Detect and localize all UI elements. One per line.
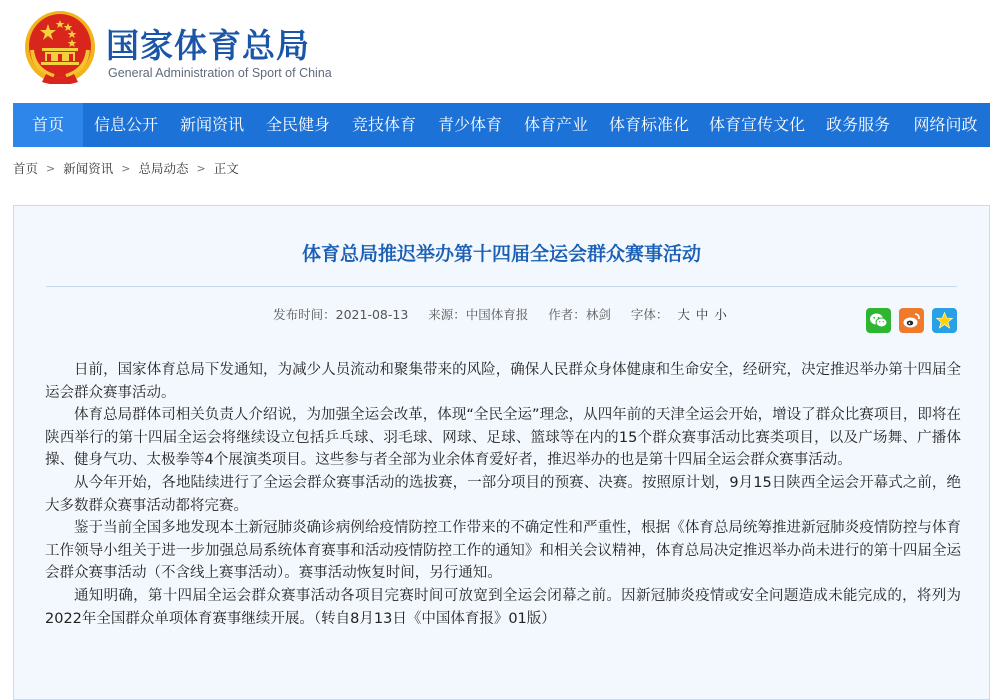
font-size-medium[interactable]: 中 <box>695 307 709 322</box>
font-size-small[interactable]: 小 <box>714 307 727 322</box>
main-nav <box>13 103 990 147</box>
article-body <box>45 359 961 630</box>
breadcrumb <box>13 158 239 178</box>
nav-item-youth-sports[interactable]: 青少体育 <box>437 115 502 134</box>
title-divider <box>46 286 957 287</box>
author-label: 作者： <box>548 307 586 322</box>
publish-time-label: 发布时间： <box>273 307 336 322</box>
article-paragraph: 日前，国家体育总局下发通知，为减少人员流动和聚集带来的风险，确保人民群众身体健康和生命安全，经研究，决定推迟举办第十四届全运会群众赛事活动。 <box>45 362 961 401</box>
nav-item-government-services[interactable]: 政务服务 <box>825 115 890 134</box>
article-title: 体育总局推迟举办第十四届全运会群众赛事活动 <box>301 243 701 265</box>
nav-item-national-fitness[interactable]: 全民健身 <box>265 115 330 134</box>
article-paragraph: 体育总局群体司相关负责人介绍说，为加强全运会改革，体现“全民全运”理念，从四年前的天津全运会开始，增设了群众比赛项目，即将在陕西举行的第十四届全运会将继续设立包括乒乓球、羽毛球、网球、足球、篮球等在内的15个群众赛事活动比赛类项目，以及广场舞、广播体操、健身气功、太极拳等4个展演类项目。这些参与者全部为业余体育爱好者，推迟举办的也是第十四届全运会群众赛事活动。 <box>45 407 961 469</box>
breadcrumb-current: 正文 <box>213 161 239 176</box>
font-size-label: 字体： <box>630 307 669 322</box>
font-size-large[interactable]: 大 <box>677 307 690 322</box>
article-paragraph: 通知明确，第十四届全运会群众赛事活动各项目完赛时间可放宽到全运会闭幕之前。因新冠肺炎疫情或安全问题造成未能完成的，将列为2022年全国群众单项体育赛事继续开展。（转自8月13日《中国体育报》01版） <box>45 587 961 627</box>
publish-date: 2021-08-13 <box>335 307 409 322</box>
site-title[interactable]: 国家体育总局 <box>106 26 310 65</box>
article-container <box>13 205 990 700</box>
nav-item-sports-industry[interactable]: 体育产业 <box>523 115 588 134</box>
breadcrumb-news[interactable]: 新闻资讯 <box>63 161 114 176</box>
article-paragraph: 鉴于当前全国多地发现本土新冠肺炎确诊病例给疫情防控工作带来的不确定性和严重性，根据《体育总局统筹推进新冠肺炎疫情防控与体育工作领导小组关于进一步加强总局系统体育赛事和活动疫情防控工作的通知》和相关会议精神，体育总局决定推迟举办尚未进行的第十四届全运会群众赛事活动（不含线上赛事活动）。赛事活动恢复时间，另行通知。 <box>45 520 961 582</box>
author-value: 林剑 <box>585 307 611 322</box>
weibo-icon[interactable] <box>899 308 924 333</box>
breadcrumb-separator: > <box>121 161 131 175</box>
breadcrumb-separator: > <box>46 161 56 175</box>
site-header <box>0 0 998 102</box>
nav-item-standardization[interactable]: 体育标准化 <box>608 115 689 134</box>
site-subtitle: General Administration of Sport of China <box>108 66 332 80</box>
nav-item-publicity-culture[interactable]: 体育宣传文化 <box>708 115 805 134</box>
article-paragraph: 从今年开始，各地陆续进行了全运会群众赛事活动的选拔赛，一部分项目的预赛、决赛。按照原计划，9月15日陕西全运会开幕式之前，绝大多数群众赛事活动都将完赛。 <box>45 474 961 514</box>
share-buttons <box>866 308 957 333</box>
wechat-icon[interactable] <box>866 308 891 333</box>
article-meta <box>14 305 989 323</box>
nav-item-online-inquiry[interactable]: 网络问政 <box>913 115 978 134</box>
nav-item-competitive-sports[interactable]: 竞技体育 <box>351 115 416 134</box>
article-source <box>428 307 528 322</box>
breadcrumb-separator: > <box>196 161 206 175</box>
qzone-icon[interactable] <box>932 308 957 333</box>
nav-item-info-disclosure[interactable]: 信息公开 <box>93 115 158 134</box>
breadcrumb-bureau-news[interactable]: 总局动态 <box>138 161 189 176</box>
nav-item-home[interactable]: 首页 <box>13 103 83 147</box>
national-emblem-icon[interactable] <box>24 10 96 84</box>
source-value: 中国体育报 <box>465 307 529 322</box>
publish-time <box>273 307 408 322</box>
breadcrumb-home[interactable]: 首页 <box>13 161 39 176</box>
font-size-controls <box>631 307 730 322</box>
nav-item-news[interactable]: 新闻资讯 <box>179 115 244 134</box>
source-label: 来源： <box>428 307 466 322</box>
article-author <box>548 307 611 322</box>
